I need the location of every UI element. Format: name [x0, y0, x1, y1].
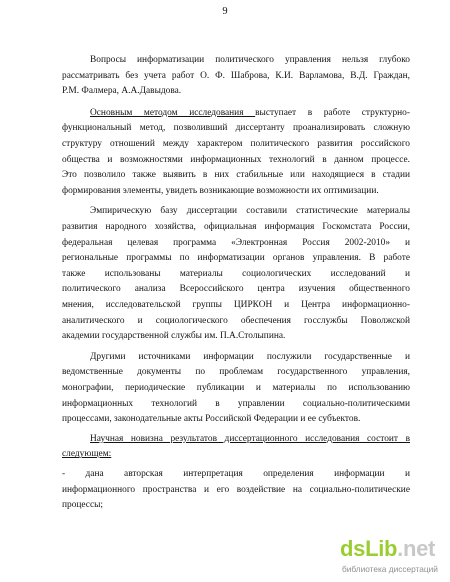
text-line: федеральная целевая программа «Электронная Россия 2002-2010» и	[62, 237, 410, 248]
logo-main: dsLib	[340, 536, 398, 561]
text-line: аналитического и социологического обеспечения госслужбы Поволжской	[62, 315, 410, 326]
text-line: структуру отношений между характером политического развития российского	[62, 139, 410, 149]
text-line: ведомственные документы по проблемам государственного управления,	[62, 367, 410, 378]
text-line: Эмпирическую базу диссертации составили статистические материалы	[90, 206, 410, 217]
text-line: - дана авторская интерпретация определения информации и	[62, 469, 410, 479]
text-line: развития народного хозяйства, официальная информация Госкомстата России,	[62, 222, 410, 232]
text-line: общества и возможностями информационных технологий в данном процессе.	[62, 154, 410, 165]
logo-tld: .net	[397, 536, 436, 561]
text-line: Р.М. Фалмера, А.А.Давыдова.	[62, 86, 182, 97]
text-line: информационного пространства и его воздействие на социально-политические	[62, 484, 410, 495]
text-line: также использованы материалы социологических исследований и	[62, 268, 410, 279]
text-line: монографии, периодические публикации и материалы по использованию	[62, 383, 410, 393]
text-line: мнения, исследовательской группы ЦИРКОН и Центра информационно-	[62, 300, 410, 310]
text-line: следующем:	[62, 449, 112, 460]
text-line: информационных технологий в управлении социально-политическими	[62, 398, 410, 409]
text-line: Вопросы информатизации политического управления нельзя глубоко	[90, 55, 410, 65]
text-segment: выступает в работе структурно-	[255, 107, 410, 118]
text-line: Это позволило также выявить в них стабильные или находящиеся в стадии	[62, 170, 410, 181]
text-line: процессы;	[62, 500, 104, 511]
text-line: процессами, законодательные акты Российской Федерации и ее субъектов.	[62, 414, 361, 425]
dslib-watermark[interactable]	[340, 536, 448, 580]
text-line: формирования элементы, увидеть возникающие возможности их оптимизации.	[62, 185, 379, 196]
text-line: функциональный метод, позволивший диссертанту проанализировать сложную	[62, 123, 410, 134]
text-line: рассматривать без учета работ О. Ф. Шаброва, К.И. Варламова, В.Д. Граждан,	[62, 70, 410, 81]
text-line: Научная новизна результатов диссертационного исследования состоит в	[90, 433, 410, 444]
watermark-subtitle: библиотека диссертаций	[342, 564, 438, 574]
text-line: региональные программы по информатизации органов управления. В работе	[62, 253, 410, 264]
text-line: академии государственной службы им. П.А.Столыпина.	[62, 331, 286, 342]
text-line: политического анализа Всероссийского центра изучения общественного	[62, 284, 410, 295]
text-line: Другими источниками информации послужили государственные и	[90, 351, 410, 362]
text-line	[90, 107, 410, 119]
underlined-phrase: Основным методом исследования	[90, 107, 256, 118]
dslib-logo	[340, 536, 435, 562]
page-number: 9	[222, 6, 228, 17]
